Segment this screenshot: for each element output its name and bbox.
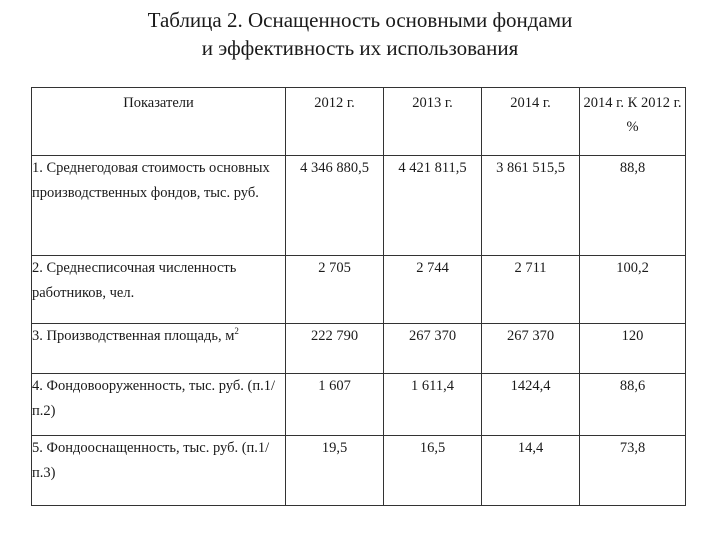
cell-2014: 1424,4	[482, 374, 580, 436]
table-row	[32, 256, 686, 324]
cell-2013: 1 611,4	[384, 374, 482, 436]
table-row	[32, 156, 686, 256]
cell-2013: 2 744	[384, 256, 482, 324]
header-row	[32, 88, 686, 156]
cell-2013: 267 370	[384, 324, 482, 374]
row-label: 1. Среднегодовая стоимость основных производственных фондов, тыс. руб.	[32, 156, 286, 256]
cell-2014: 267 370	[482, 324, 580, 374]
row-label: 4. Фондовооруженность, тыс. руб. (п.1/п.2)	[32, 374, 286, 436]
fixed-assets-table	[31, 87, 686, 506]
cell-2014: 14,4	[482, 436, 580, 506]
cell-2012: 2 705	[286, 256, 384, 324]
cell-2014: 3 861 515,5	[482, 156, 580, 256]
header-ratio: 2014 г. К 2012 г. %	[580, 88, 686, 156]
unit-superscript: 2	[234, 326, 239, 337]
cell-2012: 19,5	[286, 436, 384, 506]
cell-2013: 4 421 811,5	[384, 156, 482, 256]
header-2013: 2013 г.	[384, 88, 482, 156]
row-label-text: 3. Производственная площадь, м	[32, 328, 235, 344]
row-label: 2. Среднесписочная численность работников, чел.	[32, 256, 286, 324]
cell-2014: 2 711	[482, 256, 580, 324]
caption-line-2: и эффективность их использования	[201, 36, 519, 60]
cell-ratio: 120	[580, 324, 686, 374]
header-2012: 2012 г.	[286, 88, 384, 156]
row-label: 5. Фондооснащенность, тыс. руб. (п.1/ п.3)	[32, 436, 286, 506]
cell-2012: 4 346 880,5	[286, 156, 384, 256]
row-label	[32, 324, 286, 374]
cell-ratio: 88,8	[580, 156, 686, 256]
table-row	[32, 436, 686, 506]
header-2014: 2014 г.	[482, 88, 580, 156]
cell-2012: 1 607	[286, 374, 384, 436]
table-row	[32, 374, 686, 436]
cell-2012: 222 790	[286, 324, 384, 374]
cell-2013: 16,5	[384, 436, 482, 506]
table-row	[32, 324, 686, 374]
caption-line-1: Таблица 2. Оснащенность основными фондами	[147, 8, 573, 32]
cell-ratio: 73,8	[580, 436, 686, 506]
cell-ratio: 100,2	[580, 256, 686, 324]
table-caption	[0, 6, 720, 62]
cell-ratio: 88,6	[580, 374, 686, 436]
header-indicators: Показатели	[32, 88, 286, 156]
